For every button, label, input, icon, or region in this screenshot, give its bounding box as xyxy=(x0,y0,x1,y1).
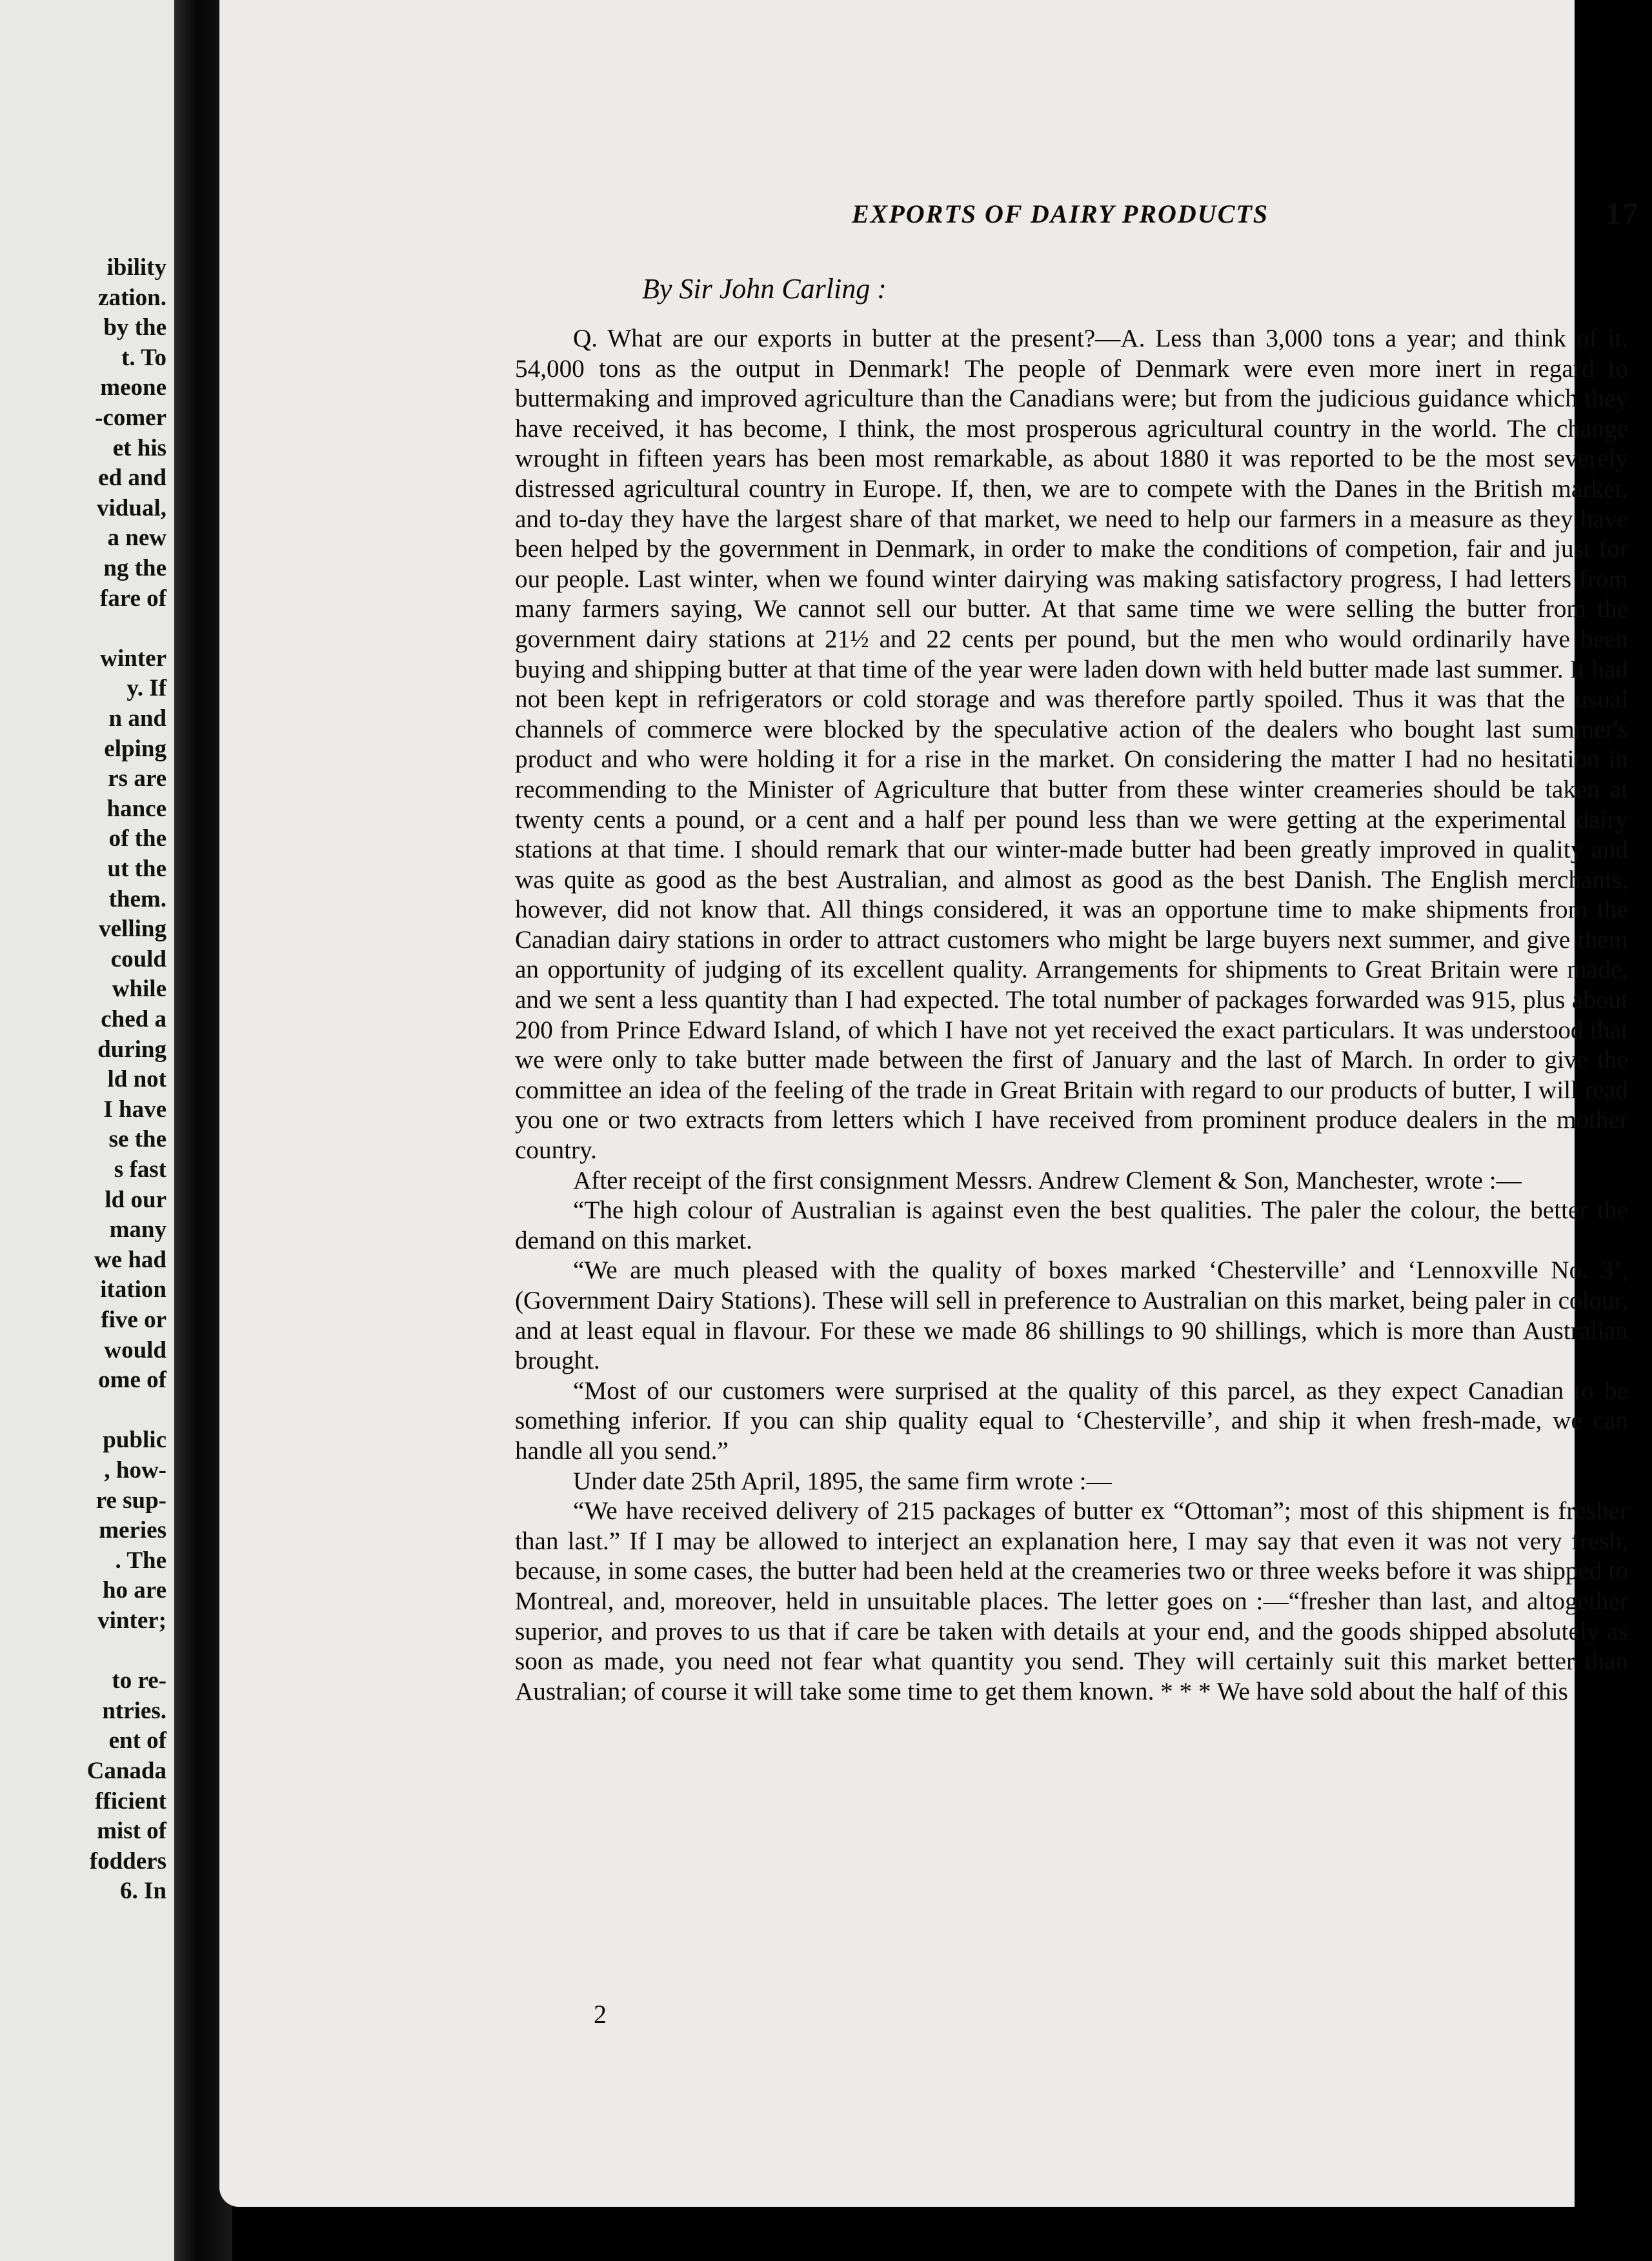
left-page-line: five or xyxy=(101,1307,166,1333)
left-page-line: during xyxy=(97,1036,166,1063)
left-page-line: winter xyxy=(100,645,166,672)
left-page-line: a new xyxy=(107,525,166,552)
left-page-line: fodders xyxy=(89,1847,166,1874)
left-page-line: y. If xyxy=(126,675,166,702)
right-page xyxy=(219,0,1639,2207)
left-page-line: ld our xyxy=(105,1186,166,1213)
left-page-line: vidual, xyxy=(97,494,166,521)
left-page-line: rs are xyxy=(108,765,166,792)
sheet-signature-number: 2 xyxy=(594,2000,607,2029)
left-page-line: would xyxy=(104,1336,166,1363)
left-page-line: I have xyxy=(103,1096,166,1123)
left-page-line: et his xyxy=(112,434,166,461)
left-page-line: elping xyxy=(104,735,166,762)
left-page-line: Canada xyxy=(86,1758,166,1784)
left-page-line: ome of xyxy=(98,1367,166,1394)
running-head-title: EXPORTS OF DAIRY PRODUCTS xyxy=(852,199,1269,228)
left-page-line: fficient xyxy=(95,1787,166,1814)
left-page-line: many xyxy=(109,1216,166,1243)
left-page-line: , how- xyxy=(104,1457,166,1483)
left-page-line: re sup- xyxy=(96,1487,166,1514)
body-paragraph: Under date 25th April, 1895, the same firm wrote :— xyxy=(573,1467,1112,1495)
left-page-line: ched a xyxy=(101,1006,166,1032)
left-page-line: ng the xyxy=(103,555,166,581)
left-page-line: of the xyxy=(108,825,166,852)
body-paragraph: Q. What are our exports in butter at the present?—A. Less than 3,000 tons a year; and think of it, 54,000 tons as the output in Denmark! The people of Denmark were even more inert in regard to buttermaking and improved agriculture than the Canadians were; but from the judicious guidance which they have received, it has become, I think, the most prosperous agricultural country in the world. The change wrought in fifteen years has been most remarkable, as about 1880 it was reported to be the most severely distressed agricultural country in Europe. If, then, we are to compete with the Danes in the British market, and to-day they have the largest share of that market, we need to help our farmers in a measure as they have been helped by the government in Denmark, in order to make the conditions of competion, fair and just for our people. Last winter, when we found winter dairying was making satisfactory progress, I had letters from many farmers saying, We cannot sell our butter. At that same time we were selling the butter from the government dairy stations at 21½ and 22 cents per pound, but the men who would ordinarily have been buying and shipping butter at that time of the year were laden down with held butter made last summer. It had not been kept in refrigerators or cold storage and was therefore partly spoiled. Thus it was that the usual channels of commerce were blocked by the speculative action of the dealers who bought last summer's product and who were holding it for a rise in the market. On considering the matter I had no hesitation in recommending to the Minister of Agriculture that butter from these winter creameries should be taken at twenty cents a pound, or a cent and a half per pound less than we were getting at the experimental dairy stations at that time. I should remark that our winter-made butter had been greatly improved in quality and was quite as good as the best Australian, and almost as good as the best Danish. The English merchants, however, did not know that. All things considered, it was an opportune time to make shipments from the Canadian dairy stations in order to attract customers who might be large buyers next summer, and give them an opportunity of judging of its excellent quality. Arrangements for shipments to Great Britain were made, and we sent a less quantity than I had expected. The total number of packages forwarded was 915, plus about 200 from Prince Edward Island, of which I have not yet received the exact particulars. It was understood that we were only to take butter made between the first of January and the last of March. In order to give the committee an idea of the feeling of the trade in Great Britain with regard to our products of butter, I will read you one or two extracts from letters which I have received from prominent produce dealers in the mother country. xyxy=(515,325,1628,1165)
left-page-line: t. To xyxy=(121,344,166,371)
left-page-line: by the xyxy=(103,314,166,341)
body-paragraph: “The high colour of Australian is against even the best qualities. The paler the colour, the better the demand on this market. xyxy=(515,1196,1628,1254)
left-page-line: 6. In xyxy=(120,1878,166,1905)
left-page-line: ed and xyxy=(98,465,166,492)
left-page-line: ibility xyxy=(106,254,166,281)
body-paragraph: “We are much pleased with the quality of boxes marked ‘Chesterville’ and ‘Lennoxville No. 3’, (Government Dairy Stations). These will sell in preference to Australian on this market, being paler in colour, and at least equal in flavour. For these we made 86 shillings to 90 shillings, which is more than Australian brought. xyxy=(515,1256,1628,1375)
left-page-line: velling xyxy=(99,916,166,943)
left-page-line: . The xyxy=(115,1547,166,1574)
left-page-line: s fast xyxy=(114,1156,166,1183)
left-page-line: public xyxy=(103,1427,166,1454)
left-page-line: vinter; xyxy=(97,1607,166,1634)
body-paragraph: “Most of our customers were surprised at the quality of this parcel, as they expect Canadian to be something inferior. If you can ship quality equal to ‘Chesterville’, and ship it when fresh-made, we can handle all you send.” xyxy=(515,1376,1628,1465)
body-text xyxy=(515,324,1628,1707)
body-paragraph: “We have received delivery of 215 packages of butter ex “Ottoman”; most of this shipment is fresher than last.” If I may be allowed to interject an explanation here, I may say that even it was not very fresh, because, in some cases, the butter had been held at the creameries two or three weeks before it was shipped to Montreal, and, moreover, held in unsuitable places. The letter goes on :—“fresher than last, and altogether superior, and proves to us that if care be taken with details at your end, and the goods shipped absolutely as soon as made, you need not fear what quantity you send. They will certainly suit this market better than Australian; of course it will take some time to get them known. * * * We have sold about the half of this xyxy=(515,1497,1628,1705)
byline: By Sir John Carling : xyxy=(642,273,887,305)
left-page-line: to re- xyxy=(112,1667,166,1694)
left-page-line: could xyxy=(110,945,166,972)
left-page-line: se the xyxy=(108,1126,166,1153)
body-paragraph: After receipt of the first consignment Messrs. Andrew Clement & Son, Manchester, wrote :— xyxy=(573,1166,1522,1194)
page-number: 17 xyxy=(1606,197,1639,231)
left-page-fragment xyxy=(0,0,174,2261)
left-page-line: ntries. xyxy=(102,1697,166,1724)
left-page-line: ld not xyxy=(107,1066,166,1093)
left-page-line: them. xyxy=(108,885,166,912)
left-page-line: we had xyxy=(94,1246,166,1273)
left-page-line: fare of xyxy=(99,585,166,612)
left-page-line: ut the xyxy=(107,856,166,882)
left-page-line: n and xyxy=(108,705,166,732)
left-page-line: zation. xyxy=(98,284,166,311)
left-page-line: ho are xyxy=(102,1577,166,1604)
left-page-line: hance xyxy=(106,795,166,822)
left-page-line: itation xyxy=(100,1276,166,1303)
left-page-line: mist of xyxy=(97,1818,166,1845)
left-page-line: while xyxy=(112,976,166,1003)
left-page-line: meone xyxy=(100,374,166,401)
left-page-line: ent of xyxy=(108,1727,166,1754)
left-page-line: meries xyxy=(99,1517,166,1544)
left-page-line: -comer xyxy=(95,405,166,431)
